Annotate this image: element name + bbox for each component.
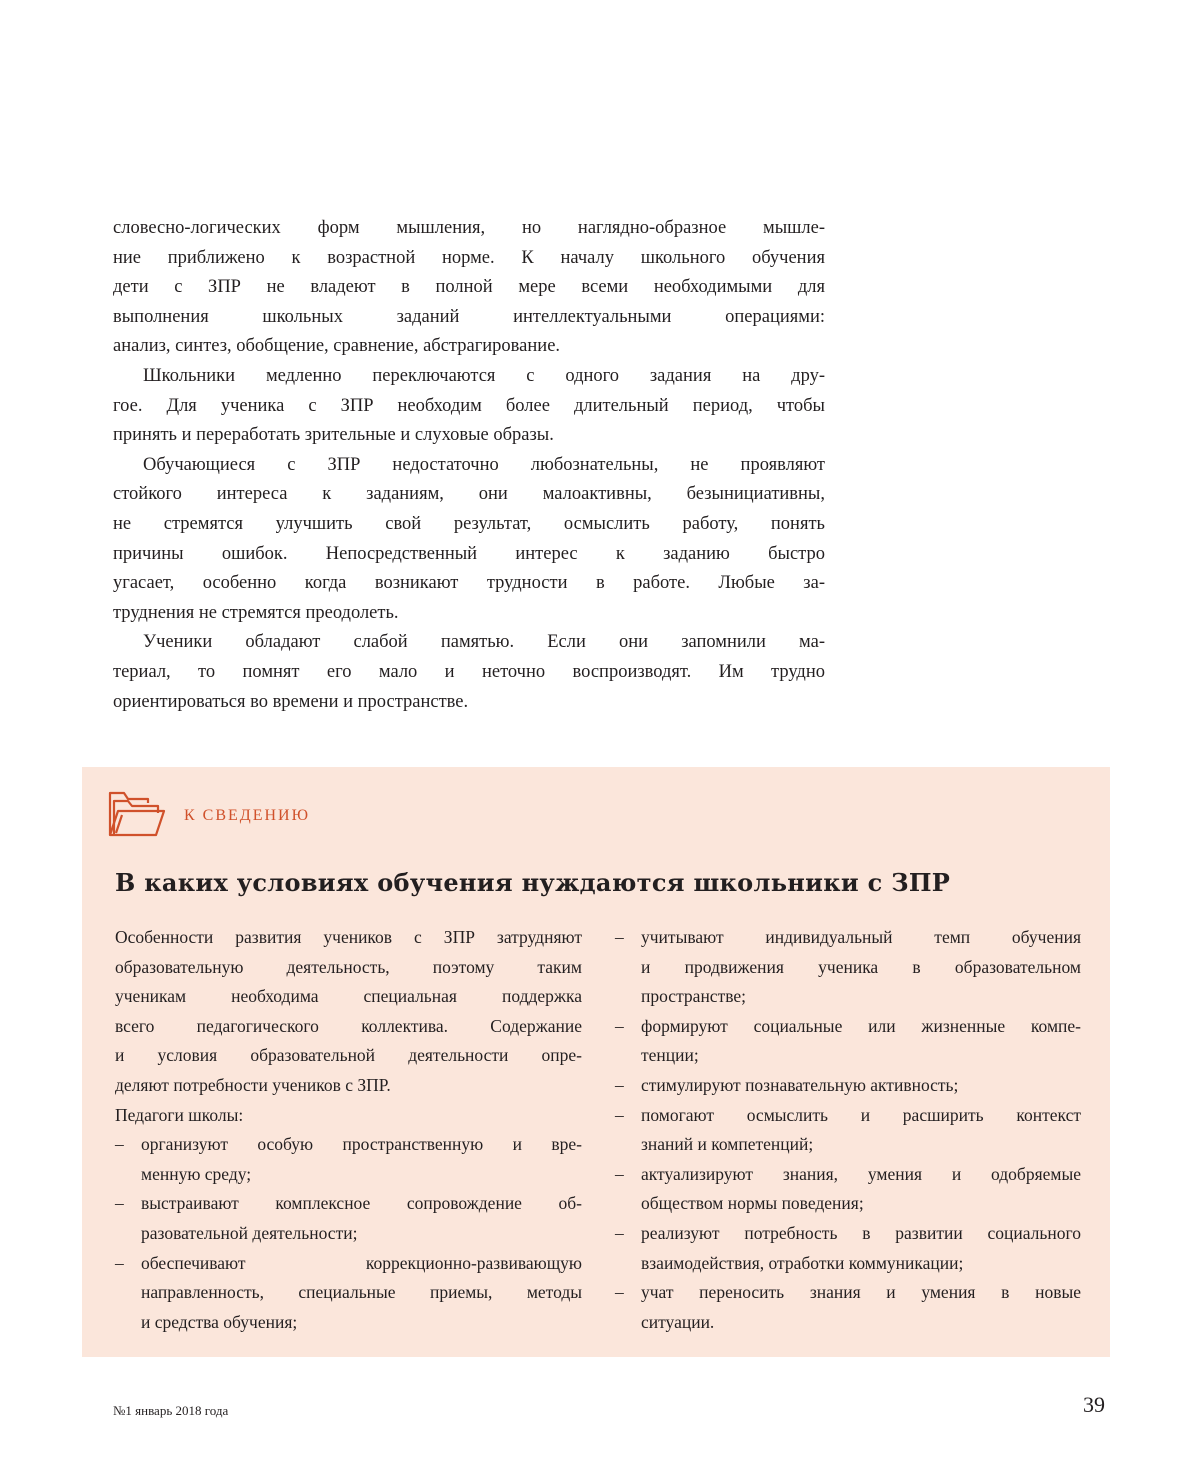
text-line: пространстве; xyxy=(641,986,747,1007)
list-item xyxy=(115,1249,582,1338)
text-line: словесно-логических форм мышления, но наглядно-образное мышле- xyxy=(113,218,825,238)
text-line: актуализируют знания, умения и одобряемые xyxy=(641,1163,1081,1184)
dash-bullet: – xyxy=(615,1222,624,1243)
text-line: формируют социальные или жизненные компе- xyxy=(641,1015,1081,1036)
dash-bullet: – xyxy=(615,1015,624,1036)
list-item xyxy=(615,1101,1081,1160)
list-item xyxy=(615,1071,1081,1101)
text-line: менную среду; xyxy=(141,1163,252,1184)
paragraph xyxy=(113,362,825,451)
text-line: деляют потребности учеников с ЗПР. xyxy=(115,1074,391,1095)
text-line: и условия образовательной деятельности опре- xyxy=(115,1045,582,1066)
right-column xyxy=(615,923,1081,1337)
text-line: стимулируют познавательную активность; xyxy=(641,1074,959,1095)
text-line: и средства обучения; xyxy=(141,1311,298,1332)
text-line: взаимодействия, отработки коммуникации; xyxy=(641,1252,964,1273)
paragraph xyxy=(113,214,825,362)
list-item xyxy=(115,1130,582,1189)
folder-icon xyxy=(108,791,166,837)
text-line: учитывают индивидуальный темп обучения xyxy=(641,927,1081,947)
dash-bullet: – xyxy=(115,1252,124,1273)
dash-bullet: – xyxy=(615,1163,624,1184)
text-line: Школьники медленно переключаются с одного задания на дру- xyxy=(143,365,825,386)
dash-bullet: – xyxy=(115,1134,124,1155)
text-line: обществом нормы поведения; xyxy=(641,1193,864,1214)
text-line: обеспечивают коррекционно-развивающую xyxy=(141,1252,582,1273)
list-item xyxy=(615,1278,1081,1337)
text-line: тенции; xyxy=(641,1045,699,1066)
text-line: ситуации. xyxy=(641,1311,715,1332)
dash-bullet: – xyxy=(115,1193,124,1214)
text-line: ориентироваться во времени и пространстве. xyxy=(113,691,469,712)
issue-label: №1 январь 2018 года xyxy=(113,1403,229,1418)
text-line: всего педагогического коллектива. Содержание xyxy=(115,1015,582,1036)
text-line: дети с ЗПР не владеют в полной мере всеми необходимыми для xyxy=(113,277,825,298)
text-line: и продвижения ученика в образовательном xyxy=(641,956,1081,977)
text-line: Особенности развития учеников с ЗПР затрудняют xyxy=(115,927,582,947)
list-lead: Педагоги школы: xyxy=(115,1104,244,1125)
text-line: не стремятся улучшить свой результат, осмыслить работу, понять xyxy=(113,513,825,534)
text-line: принять и переработать зрительные и слуховые образы. xyxy=(113,425,554,446)
list-item xyxy=(115,1189,582,1248)
text-line: труднения не стремятся преодолеть. xyxy=(113,602,399,623)
dash-bullet: – xyxy=(615,927,624,947)
box-title: В каких условиях обучения нуждаются школьники с ЗПР xyxy=(115,868,951,897)
text-line: гое. Для ученика с ЗПР необходим более длительный период, чтобы xyxy=(113,395,825,416)
text-line: направленность, специальные приемы, методы xyxy=(141,1282,582,1303)
list-item xyxy=(615,1012,1081,1071)
text-line: Обучающиеся с ЗПР недостаточно любознательны, не проявляют xyxy=(143,454,825,475)
left-column xyxy=(115,923,582,1337)
section-kicker: К СВЕДЕНИЮ xyxy=(184,807,311,824)
text-line: учат переносить знания и умения в новые xyxy=(641,1282,1081,1303)
info-box xyxy=(82,767,1110,1357)
text-line: Ученики обладают слабой памятью. Если они запомнили ма- xyxy=(143,632,825,653)
body-text xyxy=(113,214,825,717)
paragraph xyxy=(113,451,825,629)
page-number: 39 xyxy=(1083,1392,1105,1417)
list-item xyxy=(615,1160,1081,1219)
text-line: организуют особую пространственную и вре- xyxy=(141,1134,582,1155)
paragraph xyxy=(113,628,825,717)
list-item xyxy=(615,1219,1081,1278)
text-line: угасает, особенно когда возникают трудности в работе. Любые за- xyxy=(113,573,825,594)
text-line: стойкого интереса к заданиям, они малоактивны, безынициативны, xyxy=(113,484,825,505)
text-line: анализ, синтез, обобщение, сравнение, абстрагирование. xyxy=(113,336,561,357)
dash-bullet: – xyxy=(615,1074,624,1095)
text-line: ученикам необходима специальная поддержка xyxy=(115,986,582,1007)
text-line: разовательной деятельности; xyxy=(141,1222,358,1243)
text-line: знаний и компетенций; xyxy=(641,1134,814,1155)
dash-bullet: – xyxy=(615,1104,624,1125)
list-item xyxy=(615,923,1081,1012)
text-line: выполнения школьных заданий интеллектуальными операциями: xyxy=(113,306,825,327)
text-line: ние приближено к возрастной норме. К началу школьного обучения xyxy=(113,247,825,268)
dash-bullet: – xyxy=(615,1282,624,1303)
text-line: реализуют потребность в развитии социального xyxy=(641,1222,1081,1243)
text-line: териал, то помнят его мало и неточно воспроизводят. Им трудно xyxy=(113,661,825,682)
text-line: выстраивают комплексное сопровождение об- xyxy=(141,1193,582,1214)
text-line: помогают осмыслить и расширить контекст xyxy=(641,1104,1081,1125)
text-line: образовательную деятельность, поэтому таким xyxy=(115,956,582,977)
text-line: причины ошибок. Непосредственный интерес к заданию быстро xyxy=(113,543,825,564)
